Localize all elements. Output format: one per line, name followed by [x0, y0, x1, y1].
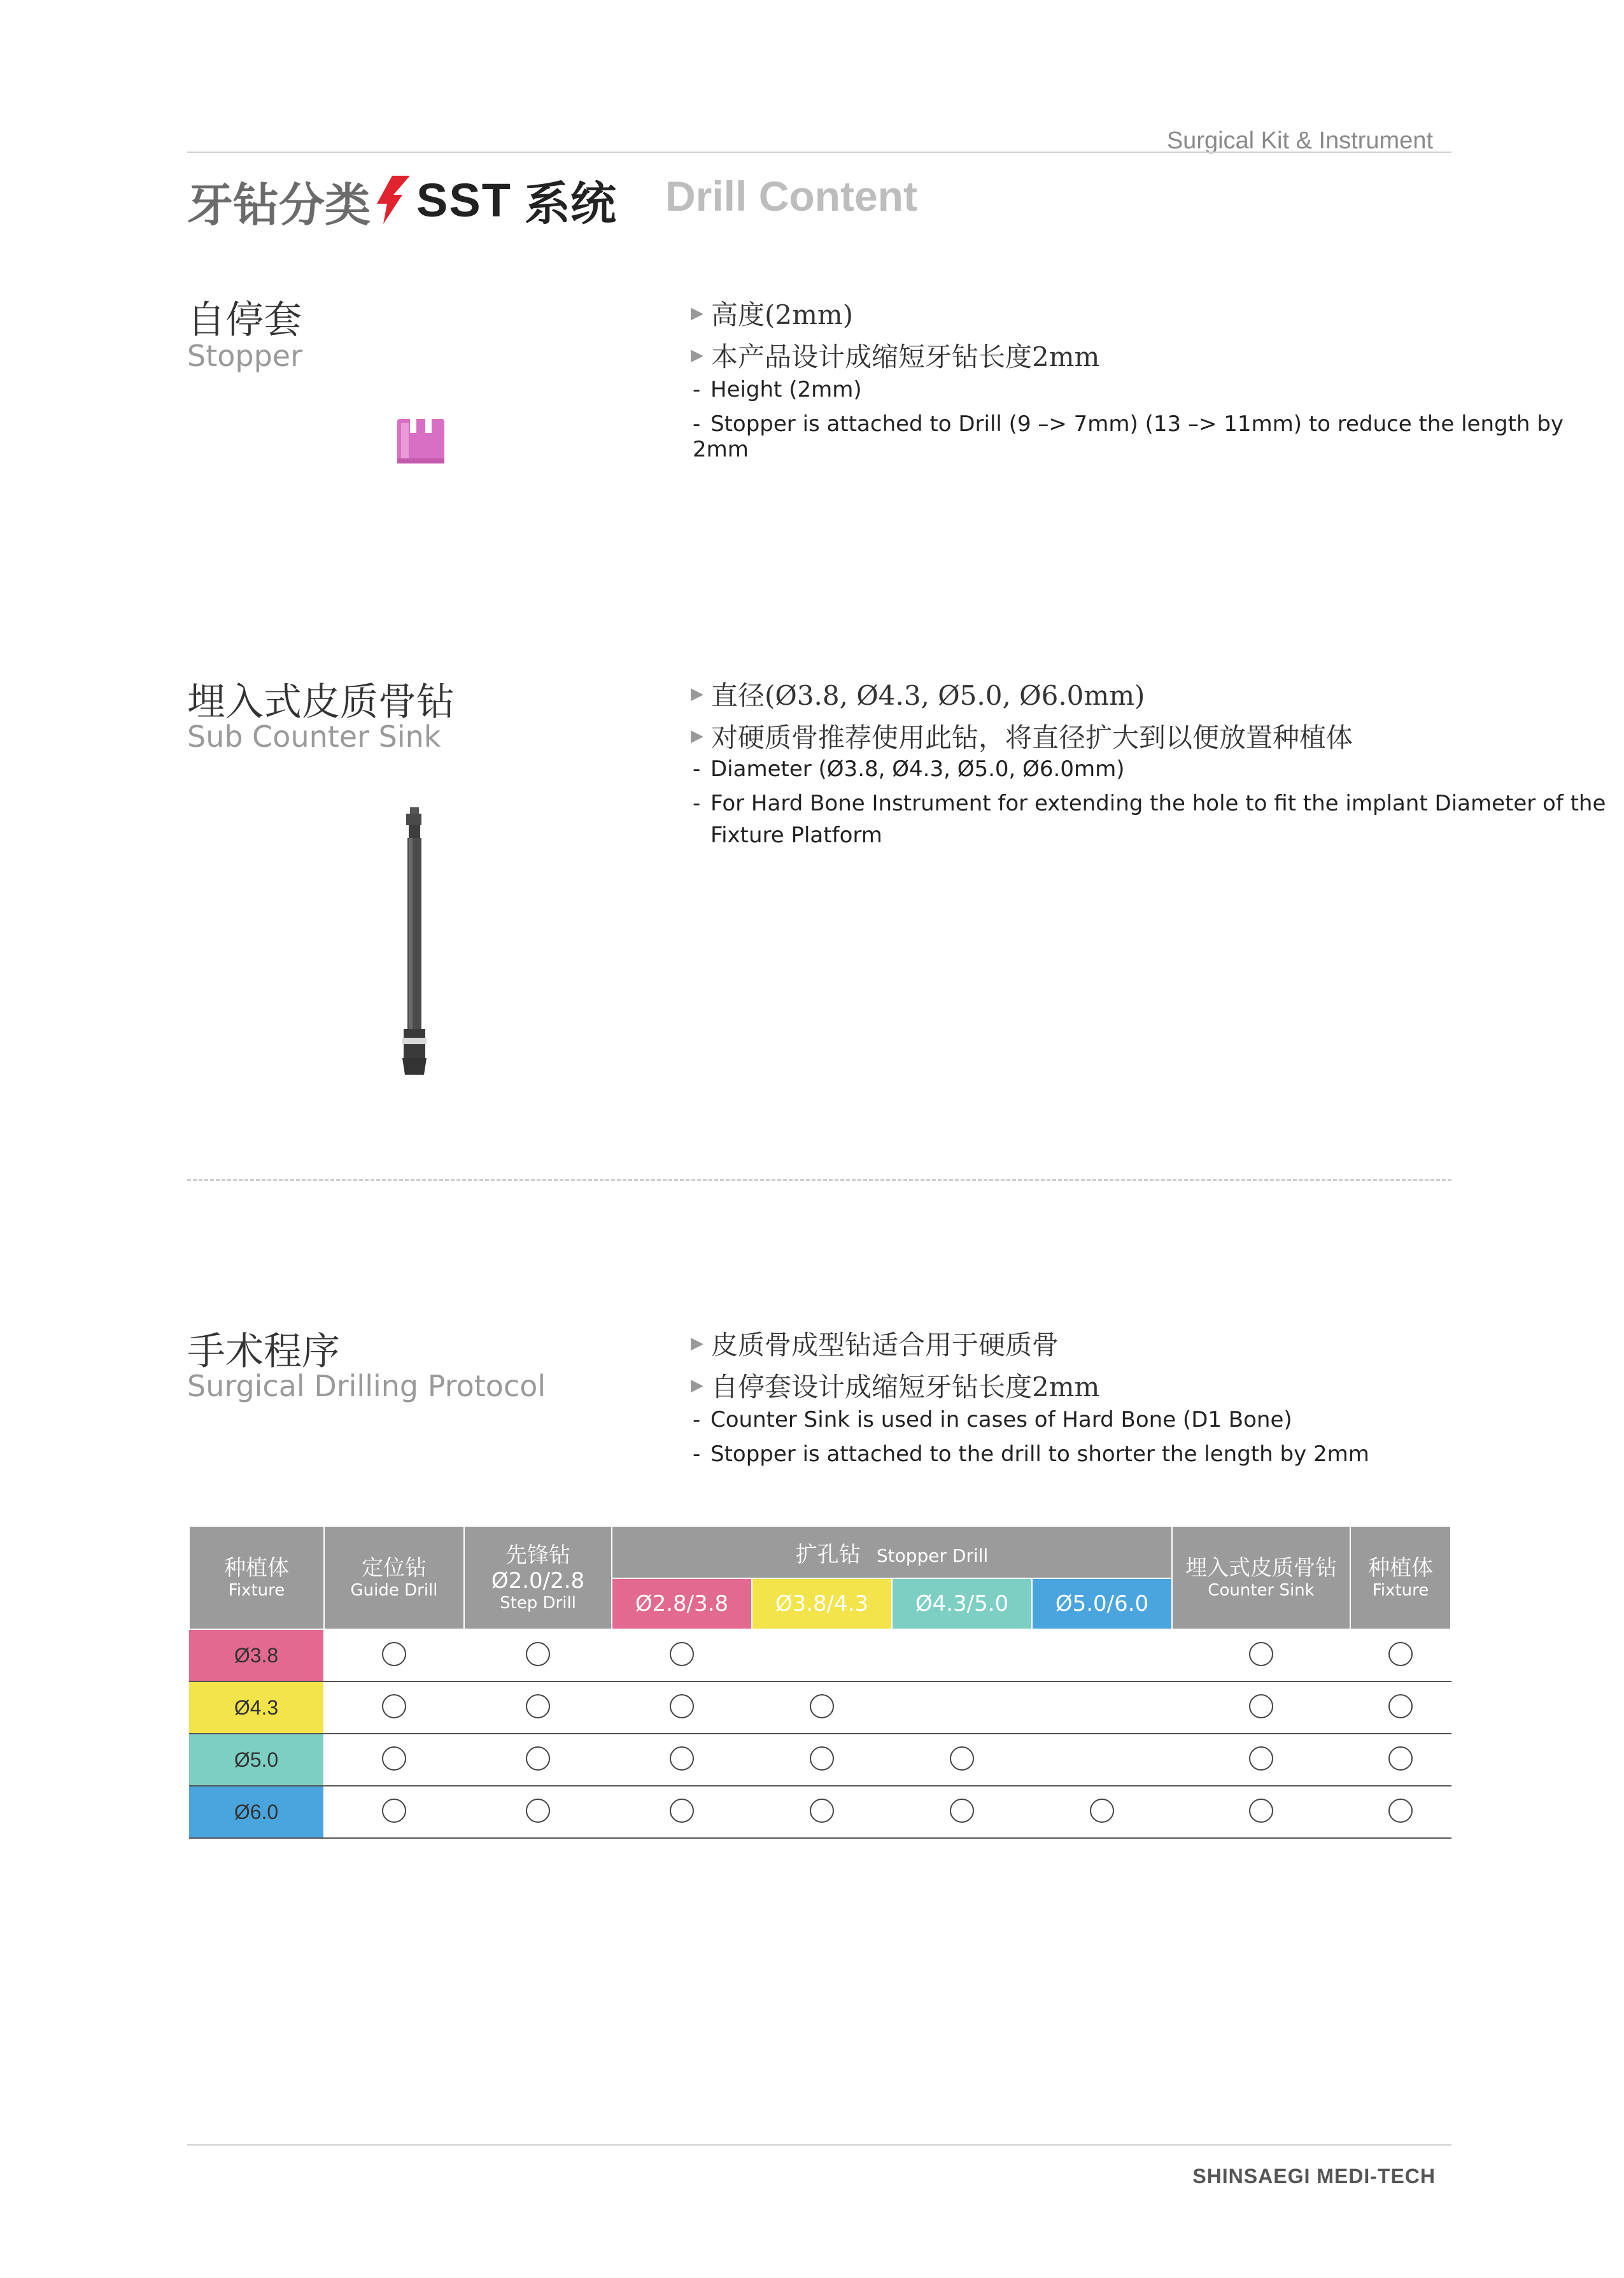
- circle-mark-icon: [1388, 1694, 1413, 1718]
- circle-mark-icon: [526, 1694, 550, 1718]
- sink-notes: [693, 756, 1606, 848]
- table-cell: [1032, 1629, 1172, 1681]
- stopper-bullet: ▶ 高度(2mm): [691, 299, 854, 330]
- stopper-bullets: [691, 294, 1099, 374]
- table-cell: [752, 1681, 892, 1734]
- table-row: [189, 1681, 1451, 1734]
- stopper-note: - Stopper is attached to Drill (9 –> 7mm) (13 –> 11mm) to reduce the length by 2mm: [693, 411, 1564, 462]
- header-stopper-drill: 扩孔钻 Stopper Drill: [612, 1526, 1172, 1578]
- table-cell: [1172, 1629, 1350, 1681]
- page-title-cn: 牙钻分类: [187, 180, 371, 231]
- sst-logo-text: SST: [416, 173, 512, 227]
- circle-mark-icon: [382, 1799, 406, 1823]
- circle-mark-icon: [382, 1746, 406, 1771]
- table-cell: [464, 1786, 612, 1838]
- table-cell: [612, 1786, 752, 1838]
- circle-mark-icon: [670, 1746, 694, 1771]
- protocol-bullet: ▶ 皮质骨成型钻适合用于硬质骨: [691, 1329, 1059, 1361]
- stopper-title-cn: 自停套: [187, 298, 302, 343]
- table-cell: [324, 1681, 464, 1734]
- stopper-notes: [693, 377, 1624, 462]
- table-cell: [324, 1734, 464, 1786]
- subheader-4-3-5-0: Ø4.3/5.0: [892, 1578, 1032, 1629]
- table-cell: [892, 1629, 1032, 1681]
- table-cell: [1172, 1786, 1350, 1838]
- sink-bullet: ▶ 对硬质骨推荐使用此钻，将直径扩大到以便放置种植体: [691, 722, 1353, 753]
- stopper-note: - Height (2mm): [693, 377, 862, 402]
- protocol-note: - Stopper is attached to the drill to shorter the length by 2mm: [693, 1441, 1369, 1467]
- table-header-row: [189, 1526, 1451, 1578]
- table-cell: [1350, 1681, 1451, 1734]
- sink-bullet: ▶ 直径(Ø3.8, Ø4.3, Ø5.0, Ø6.0mm): [691, 680, 1145, 711]
- table-cell: [1032, 1681, 1172, 1734]
- protocol-note: - Counter Sink is used in cases of Hard Bone (D1 Bone): [693, 1407, 1292, 1433]
- circle-mark-icon: [1249, 1746, 1273, 1771]
- table-cell: [892, 1734, 1032, 1786]
- table-cell: [1350, 1629, 1451, 1681]
- fixture-diameter-cell: Ø3.8: [189, 1629, 324, 1681]
- kit-label: Surgical Kit & Instrument: [1166, 127, 1433, 154]
- fixture-diameter-cell: Ø6.0: [189, 1786, 324, 1838]
- table-row: [189, 1734, 1451, 1786]
- table-cell: [464, 1734, 612, 1786]
- circle-mark-icon: [1249, 1799, 1273, 1823]
- subheader-5-0-6-0: Ø5.0/6.0: [1032, 1578, 1172, 1629]
- circle-mark-icon: [810, 1694, 834, 1718]
- circle-mark-icon: [810, 1799, 834, 1823]
- stopper-image: [397, 414, 444, 467]
- table-row: [189, 1629, 1451, 1681]
- circle-mark-icon: [1249, 1694, 1273, 1718]
- counter-sink-drill-image: [395, 807, 433, 1078]
- table-cell: [612, 1681, 752, 1734]
- protocol-bullets: [691, 1324, 1099, 1404]
- footer-brand: SHINSAEGI MEDI-TECH: [1192, 2165, 1436, 2188]
- circle-mark-icon: [526, 1746, 550, 1771]
- circle-mark-icon: [1249, 1642, 1273, 1666]
- circle-mark-icon: [1388, 1799, 1413, 1823]
- sink-note: - Diameter (Ø3.8, Ø4.3, Ø5.0, Ø6.0mm): [693, 756, 1125, 782]
- subheader-2-8-3-8: Ø2.8/3.8: [612, 1578, 752, 1629]
- header-counter-sink: 埋入式皮质骨钻 Counter Sink: [1172, 1526, 1350, 1629]
- table-cell: [892, 1786, 1032, 1838]
- protocol-title-cn: 手术程序: [187, 1329, 340, 1374]
- header-fixture-2: 种植体 Fixture: [1350, 1526, 1451, 1629]
- header-guide-drill: 定位钻 Guide Drill: [324, 1526, 464, 1629]
- fixture-diameter-cell: Ø5.0: [189, 1734, 324, 1786]
- table-cell: [1032, 1786, 1172, 1838]
- table-cell: [612, 1734, 752, 1786]
- table-cell: [464, 1629, 612, 1681]
- sink-bullets: [691, 675, 1353, 755]
- sink-title-cn: 埋入式皮质骨钻: [187, 680, 455, 725]
- sink-note: Fixture Platform: [710, 823, 882, 848]
- table-cell: [464, 1681, 612, 1734]
- circle-mark-icon: [382, 1694, 406, 1718]
- table-cell: [752, 1629, 892, 1681]
- header-step-drill: 先锋钻 Ø2.0/2.8 Step Drill: [464, 1526, 612, 1629]
- circle-mark-icon: [670, 1642, 694, 1666]
- table-cell: [752, 1786, 892, 1838]
- table-cell: [1172, 1681, 1350, 1734]
- circle-mark-icon: [670, 1799, 694, 1823]
- table-cell: [1172, 1734, 1350, 1786]
- section-divider: [187, 1179, 1451, 1181]
- circle-mark-icon: [1388, 1746, 1413, 1771]
- protocol-notes: [693, 1407, 1369, 1467]
- sink-title-en: Sub Counter Sink: [187, 719, 441, 754]
- circle-mark-icon: [1388, 1642, 1413, 1666]
- circle-mark-icon: [526, 1799, 550, 1823]
- page-title-en: Drill Content: [665, 173, 917, 220]
- circle-mark-icon: [526, 1642, 550, 1666]
- subheader-3-8-4-3: Ø3.8/4.3: [752, 1578, 892, 1629]
- table-cell: [1350, 1734, 1451, 1786]
- header-fixture: 种植体 Fixture: [189, 1526, 324, 1629]
- table-cell: [324, 1786, 464, 1838]
- stopper-bullet: ▶ 本产品设计成缩短牙钻长度2mm: [691, 341, 1100, 372]
- sink-note: - For Hard Bone Instrument for extending the hole to fit the implant Diameter of the: [693, 791, 1606, 816]
- page-title-system: 系统: [524, 179, 616, 230]
- circle-mark-icon: [950, 1746, 974, 1771]
- table-cell: [1032, 1734, 1172, 1786]
- table-row: [189, 1786, 1451, 1838]
- footer-divider: [187, 2144, 1451, 2146]
- table-cell: [612, 1629, 752, 1681]
- table-cell: [324, 1629, 464, 1681]
- drilling-protocol-table: [188, 1525, 1451, 1839]
- sst-logo: [374, 167, 616, 233]
- table-cell: [892, 1681, 1032, 1734]
- circle-mark-icon: [1090, 1799, 1114, 1823]
- circle-mark-icon: [670, 1694, 694, 1718]
- circle-mark-icon: [382, 1642, 406, 1666]
- circle-mark-icon: [810, 1746, 834, 1771]
- sst-logo-icon: [374, 176, 410, 224]
- circle-mark-icon: [950, 1799, 974, 1823]
- table-cell: [752, 1734, 892, 1786]
- header-divider: [187, 152, 1451, 153]
- protocol-title-en: Surgical Drilling Protocol: [187, 1369, 546, 1403]
- protocol-bullet: ▶ 自停套设计成缩短牙钻长度2mm: [691, 1371, 1100, 1403]
- table-cell: [1350, 1786, 1451, 1838]
- fixture-diameter-cell: Ø4.3: [189, 1681, 324, 1734]
- stopper-title-en: Stopper: [187, 339, 302, 373]
